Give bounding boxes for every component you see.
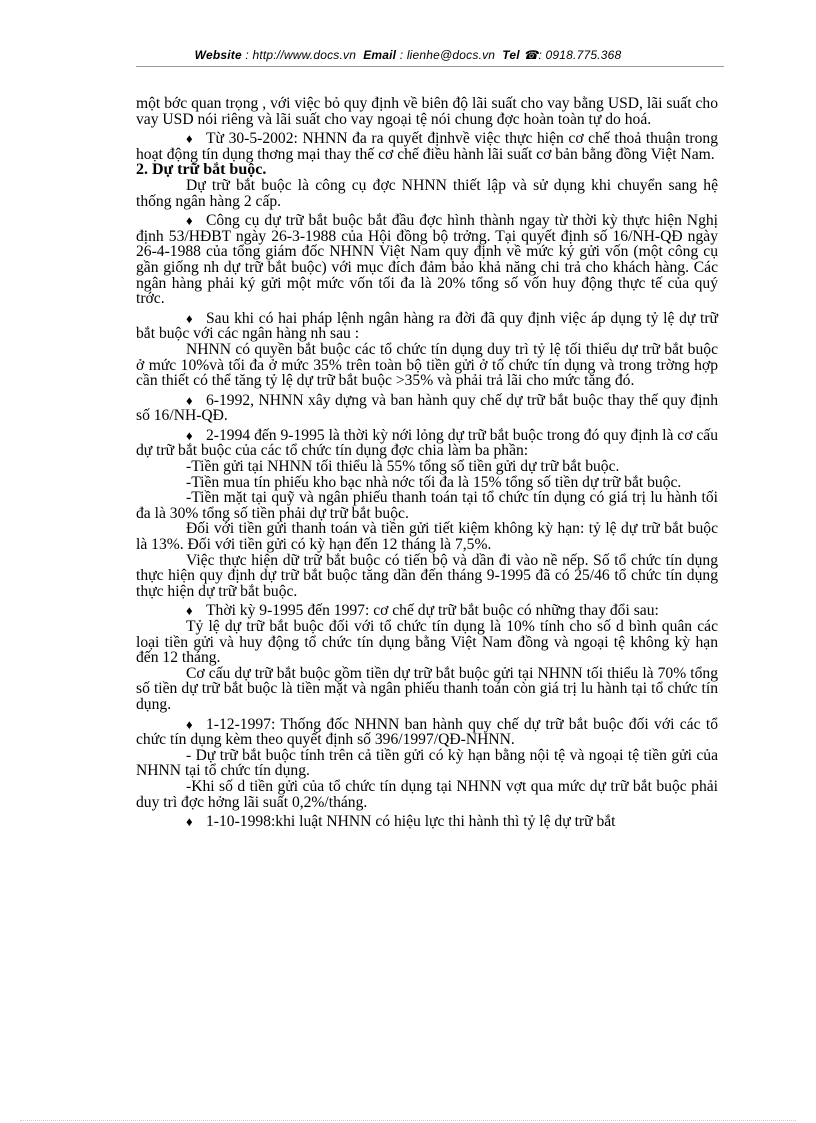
bullet-paragraph: [136, 428, 718, 459]
paragraph-text: 1-12-1997: Thống đốc NHNN ban hành quy chế dự trữ bắt buộc đối với các tổ chức tín dụng kèm theo quyết định số 396/1997/QĐ-NHNN.: [136, 715, 718, 749]
paragraph-text: 2-1994 đến 9-1995 là thời kỳ nới lỏng dự trữ bắt buộc trong đó quy định là cơ cấu dự trữ bắt buộc của các tổ chức tín dụng đợc chia làm ba phần:: [136, 426, 718, 460]
paragraph: -Tiền gửi tại NHNN tối thiểu là 55% tổng số tiền gửi dự trữ bắt buộc.: [186, 458, 620, 476]
paragraph: Việc thực hiện dữ trữ bắt buộc có tiến bộ và dần đi vào nề nếp. Số tổ chức tín dụng thực hiện quy định dự trữ bắt buộc tăng dần đến tháng 9-1995 đã có 25/46 tổ chức tín dụng thực hiện dự trữ bắt buộc.: [136, 551, 718, 600]
bullet-paragraph: [136, 131, 718, 162]
diamond-bullet-icon: ♦: [186, 427, 193, 443]
paragraph-text: 6-1992, NHNN xây dựng và ban hành quy chế dự trữ bắt buộc thay thế quy định số 16/NH-QĐ.: [136, 391, 718, 425]
diamond-bullet-icon: ♦: [186, 392, 193, 408]
paragraph: - Dự trữ bắt buộc tính trên cả tiền gửi có kỳ hạn bằng nội tệ và ngoại tệ tiền gửi của NHNN tại tổ chức tín dụng.: [136, 746, 718, 780]
diamond-bullet-icon: ♦: [186, 814, 193, 830]
section-heading: 2. Dự trữ bắt buộc.: [136, 161, 267, 179]
footer-divider: [20, 1120, 796, 1121]
bullet-paragraph: [136, 814, 718, 830]
diamond-bullet-icon: ♦: [186, 310, 193, 326]
document-body: [136, 96, 718, 830]
page-header: [0, 48, 816, 62]
diamond-bullet-icon: ♦: [186, 603, 193, 619]
website-value: : http://www.docs.vn: [245, 48, 357, 62]
email-label: Email: [363, 48, 397, 62]
paragraph: NHNN có quyền bắt buộc các tổ chức tín dụng duy trì tỷ lệ tối thiểu dự trữ bắt buộc ở mức 10%và tối đa ở mức 35% trên toàn bộ tiền gửi ở tổ chức tín dụng và trong trờng hợp cần thiết có thể tăng tỷ lệ dự trữ bắt buộc >35% và phải trả lãi cho mức tăng đó.: [136, 340, 718, 390]
paragraph: Đối với tiền gửi thanh toán và tiền gửi tiết kiệm không kỳ hạn: tỷ lệ dự trữ bắt buộc là 13%. Đối với tiền gửi có kỳ hạn đến 12 tháng là 7,5%.: [136, 520, 718, 554]
diamond-bullet-icon: ♦: [186, 131, 193, 147]
website-label: Website: [194, 48, 242, 62]
paragraph: Dự trữ bắt buộc là công cụ đợc NHNN thiết lập và sử dụng khi chuyển sang hệ thống ngân hàng 2 cấp.: [136, 176, 718, 210]
tel-label: Tel: [502, 48, 520, 62]
paragraph: Tỷ lệ dự trữ bắt buộc đối với tổ chức tín dụng là 10% tính cho số d bình quân các loại tiền gửi và huy động tổ chức tín dụng bằng Việt Nam đồng và ngoại tệ không kỳ hạn đến 12 tháng.: [136, 618, 718, 667]
bullet-paragraph: [136, 213, 718, 307]
paragraph-text: Công cụ dự trữ bắt buộc bắt đầu đợc hình thành ngay từ thời kỳ thực hiện Nghị định 53/HĐBT ngày 26-3-1988 của Hội đồng bộ trởng. Tại quyết định số 16/NH-QĐ ngày 26-4-1988 của tổng giám đốc NHNN Việt Nam quy định về mức ký gửi vốn (một công cụ gần giống nh dự trữ bắt buộc) với mục đích đảm bảo khả năng chi trả cho khách hàng. Các ngân hàng phải ký gửi một mức vốn tối đa là 20% tổng số vốn huy động thực tế của quý trớc.: [136, 212, 718, 308]
paragraph: một bớc quan trọng , với việc bỏ quy định về biên độ lãi suất cho vay bằng USD, lãi suất cho vay USD nói riêng và lãi suất cho vay ngoại tệ nói chung đợc hoàn toàn tự do hoá.: [136, 95, 718, 128]
tel-value: : 0918.775.368: [538, 48, 622, 62]
paragraph: Cơ cấu dự trữ bắt buộc gồm tiền dự trữ bắt buộc gửi tại NHNN tối thiểu là 70% tổng số tiền dự trữ bắt buộc là tiền mặt và ngân phiếu thanh toán còn giá trị lu hành tại tổ chức tín dụng.: [136, 664, 718, 713]
header-divider: [136, 66, 724, 67]
diamond-bullet-icon: ♦: [186, 716, 193, 732]
paragraph-text: Từ 30-5-2002: NHNN đa ra quyết địnhvề việc thực hiện cơ chế thoả thuận trong hoạt động tín dụng thơng mại thay thế cơ chế điều hành lãi suất cơ bản bằng đồng Việt Nam.: [136, 130, 718, 163]
bullet-paragraph: [136, 393, 718, 424]
paragraph: -Tiền mặt tại quỹ và ngân phiếu thanh toán tại tổ chức tín dụng có giá trị lu hành tối đa là 30% tổng số tiền phải dự trữ bắt buộc.: [136, 489, 718, 522]
bullet-paragraph: [136, 717, 718, 748]
bullet-paragraph: [136, 603, 718, 619]
phone-icon: ☎: [523, 48, 539, 62]
paragraph: -Khi số d tiền gửi của tổ chức tín dụng tại NHNN vợt qua mức dự trữ bắt buộc phải duy trì đợc hởng lãi suất 0,2%/tháng.: [136, 777, 718, 811]
bullet-paragraph: [136, 311, 718, 342]
diamond-bullet-icon: ♦: [186, 213, 193, 229]
paragraph: -Tiền mua tín phiếu kho bạc nhà nớc tối đa là 15% tổng số tiền dự trữ bắt buộc.: [186, 473, 682, 491]
email-value: : lienhe@docs.vn: [399, 48, 496, 62]
paragraph-text: Thời kỳ 9-1995 đến 1997: cơ chế dự trữ bắt buộc có những thay đổi sau:: [206, 602, 659, 620]
paragraph-text: Sau khi có hai pháp lệnh ngân hàng ra đời đã quy định việc áp dụng tỷ lệ dự trữ bắt buộc với các ngân hàng nh sau :: [136, 309, 718, 343]
paragraph-text: 1-10-1998:khi luật NHNN có hiệu lực thi hành thì tỷ lệ dự trữ bắt: [206, 813, 616, 831]
